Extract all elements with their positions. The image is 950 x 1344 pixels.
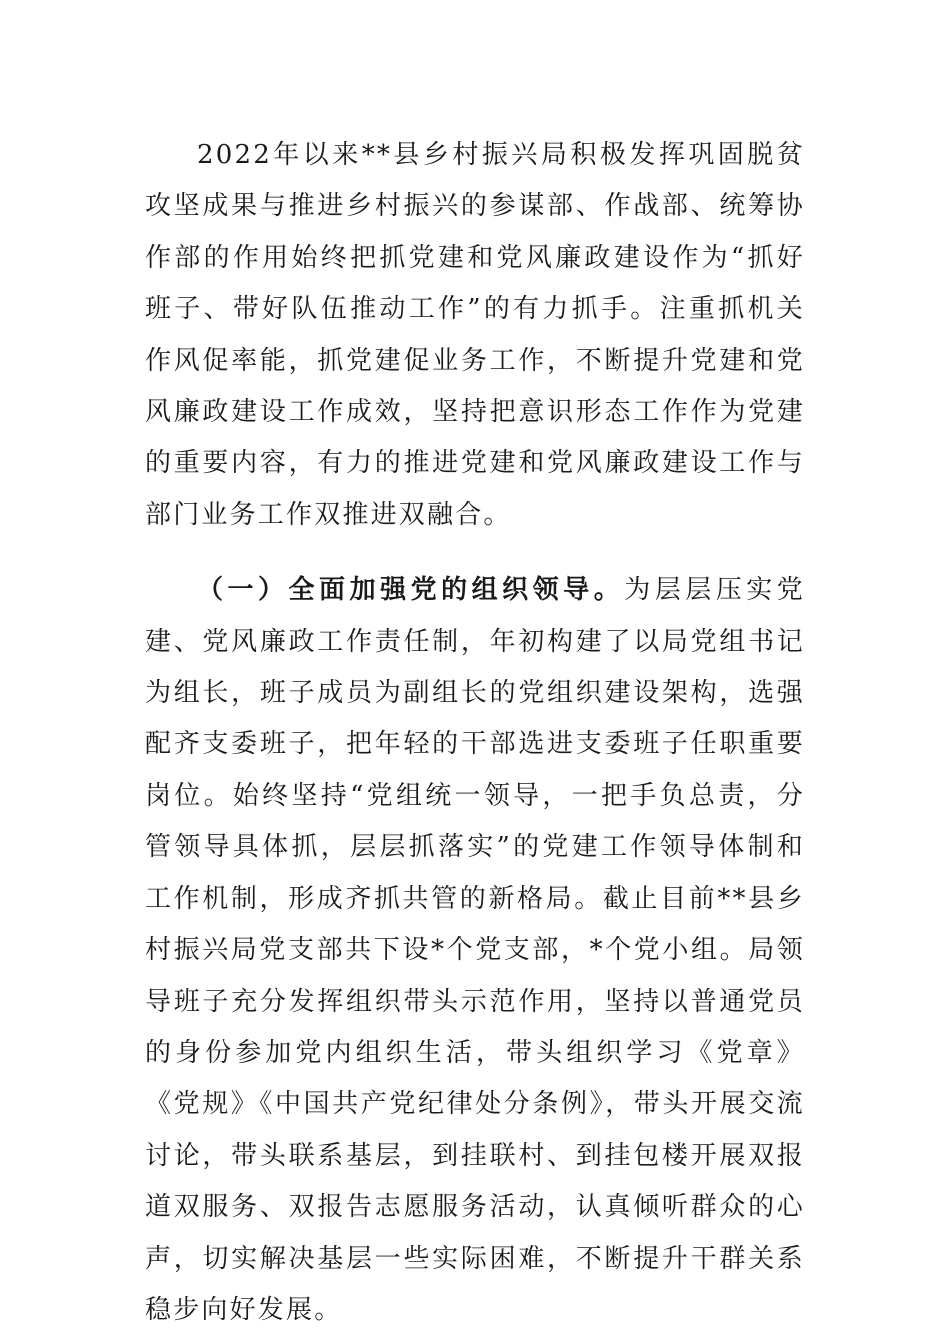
paragraph-intro-text: 2022年以来**县乡村振兴局积极发挥巩固脱贫攻坚成果与推进乡村振兴的参谋部、作战部、统筹协作部的作用始终把抓党建和党风廉政建设作为“抓好班子、带好队伍推动工作”的有力抓手。注重抓机关作风促率能，抓党建促业务工作，不断提升党建和党风廉政建设工作成效，坚持把意识形态工作作为党建的重要内容，有力的推进党建和党风廉政建设工作与部门业务工作双推进双融合。: [145, 140, 805, 530]
document-body: [145, 130, 805, 1336]
paragraph-section-one: [145, 565, 805, 1336]
paragraph-intro: [145, 130, 805, 541]
section-one-text: 为层层压实党建、党风廉政工作责任制，年初构建了以局党组书记为组长，班子成员为副组长的党组织建设架构，选强配齐支委班子，把年轻的干部选进支委班子任职重要岗位。始终坚持“党组统一领导，一把手负总责，分管领导具体抓，层层抓落实”的党建工作领导体制和工作机制，形成齐抓共管的新格局。截止目前**县乡村振兴局党支部共下设*个党支部，*个党小组。局领导班子充分发挥组织带头示范作用，坚持以普通党员的身份参加党内组织生活，带头组织学习《党章》《党规》《中国共产党纪律处分条例》，带头开展交流讨论，带头联系基层，到挂联村、到挂包楼开展双报道双服务、双报告志愿服务活动，认真倾听群众的心声，切实解决基层一些实际困难，不断提升干群关系稳步向好发展。: [145, 575, 805, 1325]
section-one-heading: （一）全面加强党的组织领导。: [197, 575, 625, 606]
